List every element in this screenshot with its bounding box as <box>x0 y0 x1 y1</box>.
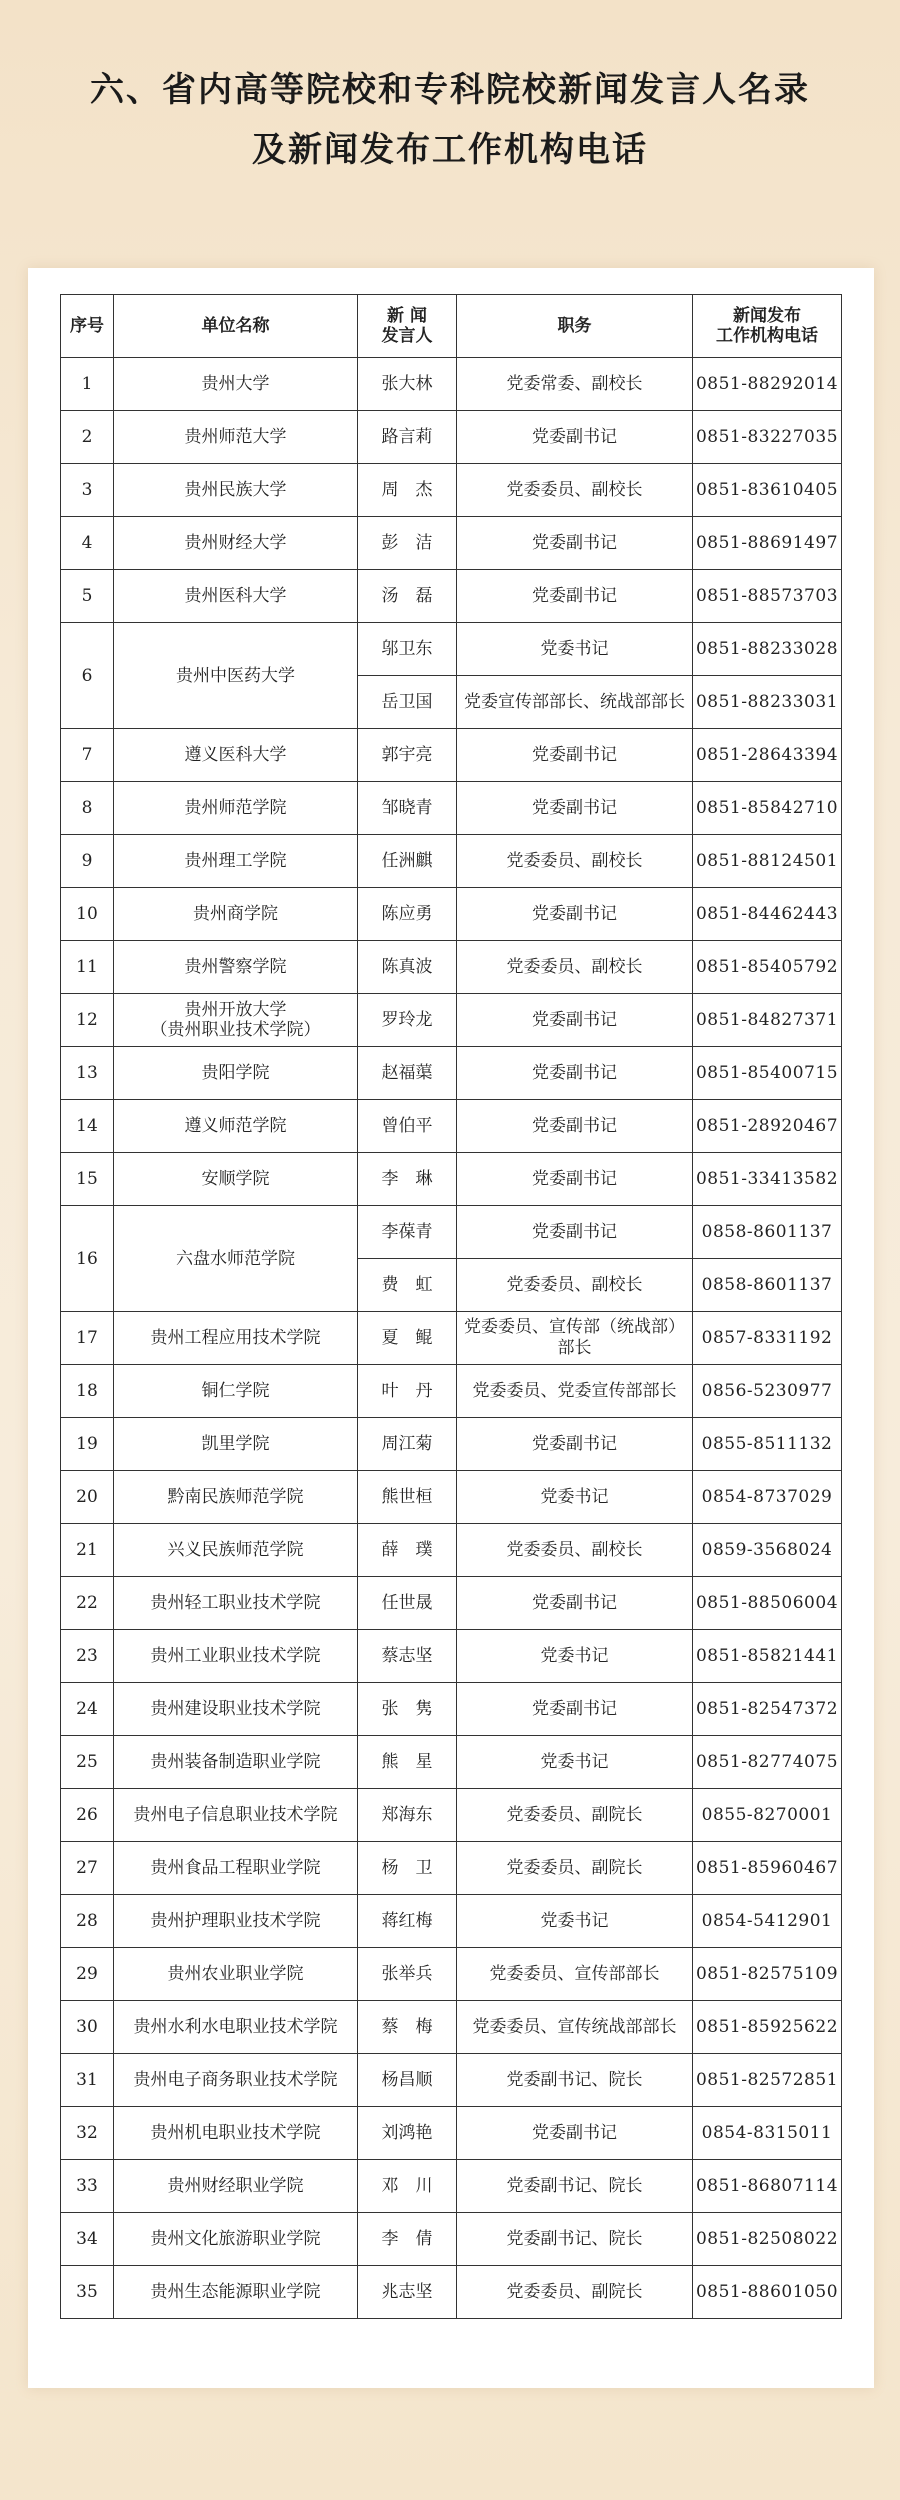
cell-unit: 贵州医科大学 <box>114 570 358 623</box>
cell-unit: 贵州工程应用技术学院 <box>114 1312 358 1365</box>
cell-index: 12 <box>61 994 114 1047</box>
cell-phone: 0851-88292014 <box>693 358 842 411</box>
cell-spokesperson: 熊世桓 <box>358 1471 457 1524</box>
table-row <box>61 2213 842 2266</box>
cell-index: 26 <box>61 1789 114 1842</box>
cell-spokesperson: 周江菊 <box>358 1418 457 1471</box>
cell-phone: 0851-83610405 <box>693 464 842 517</box>
cell-phone: 0851-88124501 <box>693 835 842 888</box>
cell-spokesperson: 蒋红梅 <box>358 1895 457 1948</box>
table-row <box>61 2266 842 2319</box>
cell-spokesperson: 郑海东 <box>358 1789 457 1842</box>
header-position: 职务 <box>457 295 693 358</box>
cell-unit: 贵阳学院 <box>114 1047 358 1100</box>
cell-index: 1 <box>61 358 114 411</box>
cell-index: 9 <box>61 835 114 888</box>
cell-position: 党委副书记 <box>457 1047 693 1100</box>
cell-phone: 0859-3568024 <box>693 1524 842 1577</box>
cell-index: 8 <box>61 782 114 835</box>
cell-spokesperson: 张举兵 <box>358 1948 457 2001</box>
cell-unit: 六盘水师范学院 <box>114 1206 358 1312</box>
cell-spokesperson: 任世晟 <box>358 1577 457 1630</box>
cell-index: 14 <box>61 1100 114 1153</box>
cell-unit: 贵州电子信息职业技术学院 <box>114 1789 358 1842</box>
table-row <box>61 1418 842 1471</box>
cell-phone: 0851-85842710 <box>693 782 842 835</box>
cell-position: 党委副书记 <box>457 570 693 623</box>
cell-unit: 贵州食品工程职业学院 <box>114 1842 358 1895</box>
page-title <box>0 60 900 180</box>
cell-phone: 0851-82774075 <box>693 1736 842 1789</box>
cell-spokesperson: 岳卫国 <box>358 676 457 729</box>
table-row <box>61 2160 842 2213</box>
spokesperson-table <box>60 294 842 2319</box>
cell-spokesperson: 李 琳 <box>358 1153 457 1206</box>
cell-unit: 贵州机电职业技术学院 <box>114 2107 358 2160</box>
cell-position: 党委委员、副校长 <box>457 464 693 517</box>
cell-phone: 0851-33413582 <box>693 1153 842 1206</box>
cell-position: 党委委员、宣传部（统战部）部长 <box>457 1312 693 1365</box>
cell-index: 34 <box>61 2213 114 2266</box>
cell-spokesperson: 蔡志坚 <box>358 1630 457 1683</box>
cell-unit: 贵州师范大学 <box>114 411 358 464</box>
cell-position: 党委副书记 <box>457 1100 693 1153</box>
cell-spokesperson: 陈应勇 <box>358 888 457 941</box>
cell-spokesperson: 兆志坚 <box>358 2266 457 2319</box>
cell-position: 党委副书记、院长 <box>457 2054 693 2107</box>
table-row <box>61 1206 842 1259</box>
table-row <box>61 2107 842 2160</box>
cell-position: 党委常委、副校长 <box>457 358 693 411</box>
table-row <box>61 1789 842 1842</box>
header-spokesperson: 新 闻 发言人 <box>358 295 457 358</box>
cell-position: 党委委员、副院长 <box>457 1789 693 1842</box>
cell-unit: 贵州工业职业技术学院 <box>114 1630 358 1683</box>
cell-position: 党委副书记 <box>457 1418 693 1471</box>
cell-phone: 0854-8315011 <box>693 2107 842 2160</box>
cell-spokesperson: 叶 丹 <box>358 1365 457 1418</box>
cell-index: 10 <box>61 888 114 941</box>
cell-spokesperson: 熊 星 <box>358 1736 457 1789</box>
cell-index: 31 <box>61 2054 114 2107</box>
table-row <box>61 358 842 411</box>
cell-index: 7 <box>61 729 114 782</box>
cell-position: 党委委员、副校长 <box>457 835 693 888</box>
cell-position: 党委委员、副校长 <box>457 941 693 994</box>
cell-position: 党委副书记 <box>457 994 693 1047</box>
table-row <box>61 1736 842 1789</box>
cell-spokesperson: 费 虹 <box>358 1259 457 1312</box>
table-row <box>61 411 842 464</box>
cell-index: 30 <box>61 2001 114 2054</box>
cell-spokesperson: 邓 川 <box>358 2160 457 2213</box>
cell-phone: 0851-88691497 <box>693 517 842 570</box>
cell-index: 17 <box>61 1312 114 1365</box>
cell-position: 党委副书记 <box>457 1206 693 1259</box>
cell-unit: 贵州商学院 <box>114 888 358 941</box>
cell-phone: 0851-28920467 <box>693 1100 842 1153</box>
cell-index: 13 <box>61 1047 114 1100</box>
table-row <box>61 1100 842 1153</box>
cell-position: 党委委员、副校长 <box>457 1259 693 1312</box>
table-row <box>61 1312 842 1365</box>
cell-spokesperson: 赵福蕖 <box>358 1047 457 1100</box>
cell-position: 党委委员、宣传部部长 <box>457 1948 693 2001</box>
cell-phone: 0851-83227035 <box>693 411 842 464</box>
cell-phone: 0858-8601137 <box>693 1206 842 1259</box>
cell-index: 19 <box>61 1418 114 1471</box>
cell-spokesperson: 蔡 梅 <box>358 2001 457 2054</box>
cell-index: 32 <box>61 2107 114 2160</box>
table-row <box>61 1365 842 1418</box>
cell-unit: 贵州理工学院 <box>114 835 358 888</box>
cell-position: 党委委员、党委宣传部部长 <box>457 1365 693 1418</box>
cell-phone: 0851-85400715 <box>693 1047 842 1100</box>
table-row <box>61 1948 842 2001</box>
cell-index: 23 <box>61 1630 114 1683</box>
cell-index: 22 <box>61 1577 114 1630</box>
table-row <box>61 729 842 782</box>
table-row <box>61 888 842 941</box>
table-panel <box>28 268 874 2388</box>
title-line-1: 六、省内高等院校和专科院校新闻发言人名录 <box>90 70 810 110</box>
cell-position: 党委副书记 <box>457 1683 693 1736</box>
cell-spokesperson: 杨昌顺 <box>358 2054 457 2107</box>
cell-position: 党委书记 <box>457 1895 693 1948</box>
cell-position: 党委委员、副院长 <box>457 1842 693 1895</box>
cell-position: 党委副书记、院长 <box>457 2160 693 2213</box>
cell-position: 党委副书记 <box>457 888 693 941</box>
cell-index: 6 <box>61 623 114 729</box>
cell-index: 11 <box>61 941 114 994</box>
cell-spokesperson: 周 杰 <box>358 464 457 517</box>
cell-phone: 0854-8737029 <box>693 1471 842 1524</box>
cell-unit: 贵州师范学院 <box>114 782 358 835</box>
cell-unit: 贵州建设职业技术学院 <box>114 1683 358 1736</box>
cell-spokesperson: 薛 璞 <box>358 1524 457 1577</box>
cell-unit: 贵州轻工职业技术学院 <box>114 1577 358 1630</box>
cell-phone: 0851-84462443 <box>693 888 842 941</box>
cell-position: 党委书记 <box>457 1630 693 1683</box>
cell-unit: 贵州开放大学 （贵州职业技术学院） <box>114 994 358 1047</box>
cell-position: 党委副书记 <box>457 517 693 570</box>
table-row <box>61 1577 842 1630</box>
table-row <box>61 464 842 517</box>
cell-phone: 0851-88233028 <box>693 623 842 676</box>
cell-unit: 贵州大学 <box>114 358 358 411</box>
cell-spokesperson: 刘鸿艳 <box>358 2107 457 2160</box>
cell-unit: 遵义医科大学 <box>114 729 358 782</box>
cell-phone: 0854-5412901 <box>693 1895 842 1948</box>
table-row <box>61 994 842 1047</box>
table-row <box>61 1630 842 1683</box>
cell-unit: 贵州民族大学 <box>114 464 358 517</box>
cell-spokesperson: 张 隽 <box>358 1683 457 1736</box>
header-index: 序号 <box>61 295 114 358</box>
cell-position: 党委委员、宣传统战部部长 <box>457 2001 693 2054</box>
cell-unit: 贵州水利水电职业技术学院 <box>114 2001 358 2054</box>
cell-unit: 贵州电子商务职业技术学院 <box>114 2054 358 2107</box>
cell-phone: 0851-88601050 <box>693 2266 842 2319</box>
table-row <box>61 2054 842 2107</box>
cell-index: 3 <box>61 464 114 517</box>
table-row <box>61 623 842 676</box>
cell-spokesperson: 杨 卫 <box>358 1842 457 1895</box>
cell-index: 5 <box>61 570 114 623</box>
cell-index: 16 <box>61 1206 114 1312</box>
cell-spokesperson: 郭宇亮 <box>358 729 457 782</box>
cell-position: 党委副书记 <box>457 729 693 782</box>
table-row <box>61 835 842 888</box>
cell-index: 15 <box>61 1153 114 1206</box>
cell-unit: 兴义民族师范学院 <box>114 1524 358 1577</box>
cell-phone: 0851-28643394 <box>693 729 842 782</box>
cell-unit: 安顺学院 <box>114 1153 358 1206</box>
cell-phone: 0851-85960467 <box>693 1842 842 1895</box>
table-row <box>61 1895 842 1948</box>
cell-index: 18 <box>61 1365 114 1418</box>
cell-unit: 凯里学院 <box>114 1418 358 1471</box>
cell-phone: 0851-85821441 <box>693 1630 842 1683</box>
cell-unit: 贵州生态能源职业学院 <box>114 2266 358 2319</box>
cell-index: 2 <box>61 411 114 464</box>
cell-position: 党委书记 <box>457 1736 693 1789</box>
table-row <box>61 1471 842 1524</box>
cell-position: 党委副书记 <box>457 411 693 464</box>
cell-phone: 0851-85405792 <box>693 941 842 994</box>
title-line-2: 及新闻发布工作机构电话 <box>252 130 648 170</box>
cell-unit: 贵州财经大学 <box>114 517 358 570</box>
table-row <box>61 570 842 623</box>
table-row <box>61 1683 842 1736</box>
table-row <box>61 1524 842 1577</box>
cell-phone: 0851-85925622 <box>693 2001 842 2054</box>
cell-phone: 0851-88573703 <box>693 570 842 623</box>
cell-position: 党委副书记 <box>457 782 693 835</box>
cell-spokesperson: 邹晓青 <box>358 782 457 835</box>
cell-phone: 0858-8601137 <box>693 1259 842 1312</box>
cell-phone: 0851-82575109 <box>693 1948 842 2001</box>
table-row <box>61 1047 842 1100</box>
cell-phone: 0855-8511132 <box>693 1418 842 1471</box>
cell-spokesperson: 李葆青 <box>358 1206 457 1259</box>
cell-index: 20 <box>61 1471 114 1524</box>
cell-unit: 黔南民族师范学院 <box>114 1471 358 1524</box>
cell-spokesperson: 李 倩 <box>358 2213 457 2266</box>
cell-phone: 0851-84827371 <box>693 994 842 1047</box>
cell-spokesperson: 张大林 <box>358 358 457 411</box>
cell-unit: 遵义师范学院 <box>114 1100 358 1153</box>
cell-position: 党委委员、副校长 <box>457 1524 693 1577</box>
cell-position: 党委委员、副院长 <box>457 2266 693 2319</box>
header-phone: 新闻发布 工作机构电话 <box>693 295 842 358</box>
cell-index: 35 <box>61 2266 114 2319</box>
cell-position: 党委副书记 <box>457 1153 693 1206</box>
cell-unit: 贵州警察学院 <box>114 941 358 994</box>
cell-position: 党委书记 <box>457 623 693 676</box>
cell-index: 29 <box>61 1948 114 2001</box>
cell-index: 25 <box>61 1736 114 1789</box>
cell-spokesperson: 夏 鲲 <box>358 1312 457 1365</box>
table-header-row <box>61 295 842 358</box>
cell-position: 党委副书记 <box>457 1577 693 1630</box>
cell-position: 党委书记 <box>457 1471 693 1524</box>
cell-index: 27 <box>61 1842 114 1895</box>
cell-phone: 0856-5230977 <box>693 1365 842 1418</box>
cell-position: 党委宣传部部长、统战部部长 <box>457 676 693 729</box>
header-unit: 单位名称 <box>114 295 358 358</box>
table-row <box>61 1842 842 1895</box>
table-row <box>61 941 842 994</box>
cell-unit: 贵州护理职业技术学院 <box>114 1895 358 1948</box>
table-body <box>61 358 842 2319</box>
table-row <box>61 782 842 835</box>
cell-unit: 贵州中医药大学 <box>114 623 358 729</box>
cell-unit: 铜仁学院 <box>114 1365 358 1418</box>
table-row <box>61 517 842 570</box>
cell-phone: 0855-8270001 <box>693 1789 842 1842</box>
cell-index: 33 <box>61 2160 114 2213</box>
cell-unit: 贵州装备制造职业学院 <box>114 1736 358 1789</box>
cell-unit: 贵州文化旅游职业学院 <box>114 2213 358 2266</box>
cell-unit: 贵州农业职业学院 <box>114 1948 358 2001</box>
cell-phone: 0851-88506004 <box>693 1577 842 1630</box>
cell-spokesperson: 彭 洁 <box>358 517 457 570</box>
cell-phone: 0851-82508022 <box>693 2213 842 2266</box>
cell-index: 28 <box>61 1895 114 1948</box>
cell-spokesperson: 陈真波 <box>358 941 457 994</box>
cell-phone: 0851-86807114 <box>693 2160 842 2213</box>
table-row <box>61 2001 842 2054</box>
cell-position: 党委副书记、院长 <box>457 2213 693 2266</box>
cell-index: 24 <box>61 1683 114 1736</box>
cell-phone: 0851-88233031 <box>693 676 842 729</box>
cell-phone: 0857-8331192 <box>693 1312 842 1365</box>
cell-index: 21 <box>61 1524 114 1577</box>
cell-spokesperson: 汤 磊 <box>358 570 457 623</box>
cell-spokesperson: 路言莉 <box>358 411 457 464</box>
cell-spokesperson: 曾伯平 <box>358 1100 457 1153</box>
cell-spokesperson: 罗玲龙 <box>358 994 457 1047</box>
table-row <box>61 1153 842 1206</box>
cell-position: 党委副书记 <box>457 2107 693 2160</box>
cell-phone: 0851-82572851 <box>693 2054 842 2107</box>
cell-index: 4 <box>61 517 114 570</box>
cell-phone: 0851-82547372 <box>693 1683 842 1736</box>
cell-spokesperson: 邬卫东 <box>358 623 457 676</box>
cell-spokesperson: 任洲麒 <box>358 835 457 888</box>
cell-unit: 贵州财经职业学院 <box>114 2160 358 2213</box>
